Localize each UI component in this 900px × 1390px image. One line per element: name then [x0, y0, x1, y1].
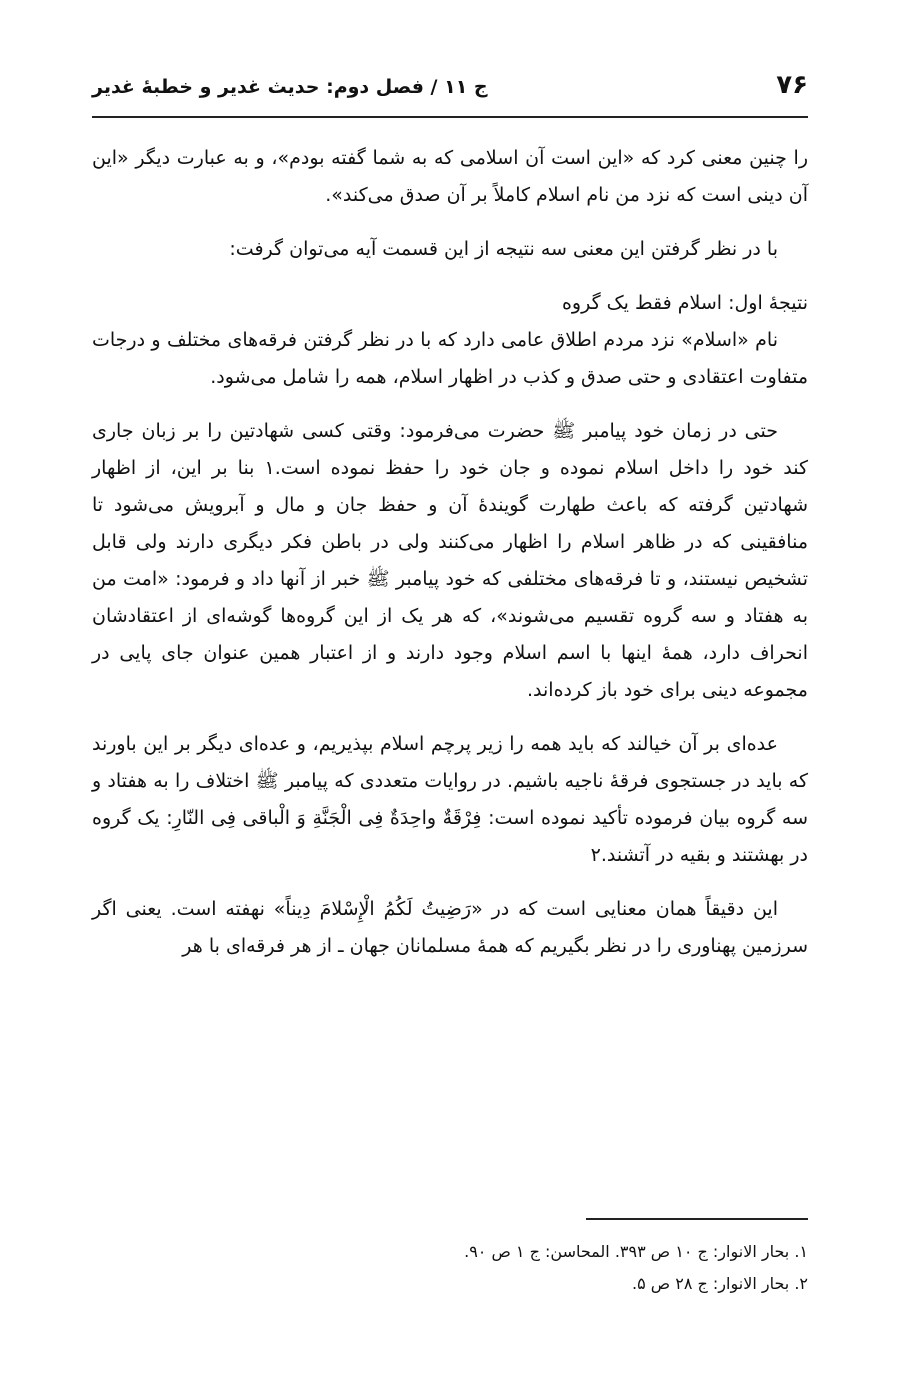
paragraph: عده‌ای بر آن خیالند که باید همه را زیر پرچم اسلام بپذیریم، و عده‌ای دیگر بر این باورند که باید در جستجوی فرقهٔ ناجیه باشیم. در روایات متعددی که پیامبر ﷺ اختلاف را به هفتاد و سه گروه بیان فرموده تأکید نموده است: فِرْقَةٌ واحِدَةٌ فِی الْجَنَّةِ وَ الْباقی فِی النّارِ: یک گروه در بهشتند و بقیه در آتشند.۲	[92, 733, 808, 866]
paragraph: این دقیقاً همان معنایی است که در «رَضِیتُ لَکُمُ الْإِسْلامَ دِیناً» نهفته است. یعنی اگر سرزمین پهناوری را در نظر بگیریم که همهٔ مسلمانان جهان ـ از هر فرقه‌ای با هر	[92, 898, 808, 957]
footnote: ۱. بحار الانوار: ج ۱۰ ص ۳۹۳. المحاسن: ج ۱ ص ۹۰.	[464, 1242, 808, 1261]
footnote-divider	[586, 1218, 808, 1220]
paragraph: نام «اسلام» نزد مردم اطلاق عامی دارد که با در نظر گرفتن فرقه‌های مختلف و درجات متفاوت اعتقادی و حتی صدق و کذب در اظهار اسلام، همه را شامل می‌شود.	[92, 329, 808, 388]
running-title: ج ۱۱ / فصل دوم: حدیث غدیر و خطبهٔ غدیر	[92, 76, 488, 98]
footnotes	[92, 1236, 808, 1300]
paragraph: را چنین معنی کرد که «این است آن اسلامی که به شما گفته بودم»، و به عبارت دیگر «این آن دینی است که نزد من نام اسلام کاملاً بر آن صدق می‌کند».	[92, 147, 808, 206]
footnote: ۲. بحار الانوار: ج ۲۸ ص ۵.	[632, 1274, 808, 1293]
paragraph: با در نظر گرفتن این معنی سه نتیجه از این قسمت آیه می‌توان گرفت:	[229, 238, 778, 260]
body-text	[92, 140, 808, 982]
section-heading: نتیجهٔ اول: اسلام فقط یک گروه	[561, 292, 808, 314]
paragraph: حتی در زمان خود پیامبر ﷺ حضرت می‌فرمود: وقتی کسی شهادتین را بر زبان جاری کند خود را داخل اسلام نموده و جان خود را حفظ نموده است.۱ بنا بر این، از اظهار شهادتین گرفته که باعث طهارت گویندهٔ آن و حفظ جان و مال و آبرویش می‌شود تا منافقینی که در ظاهر اسلام را اظهار می‌کنند ولی در باطن فکر دیگری دارند ولی قابل تشخیص نیستند، و تا فرقه‌های مختلفی که خود پیامبر ﷺ خبر از آنها داد و فرمود: «امت من به هفتاد و سه گروه تقسیم می‌شوند»، که هر یک از این گروه‌ها گوشه‌ای از اعتقادشان انحراف دارد، همهٔ اینها با اسم اسلام وجود دارند و از اعتبار همین عنوان جای پایی در مجموعه دینی برای خود باز کرده‌اند.	[92, 420, 808, 701]
page-header	[92, 66, 808, 118]
page-number: ۷۶	[776, 70, 808, 100]
